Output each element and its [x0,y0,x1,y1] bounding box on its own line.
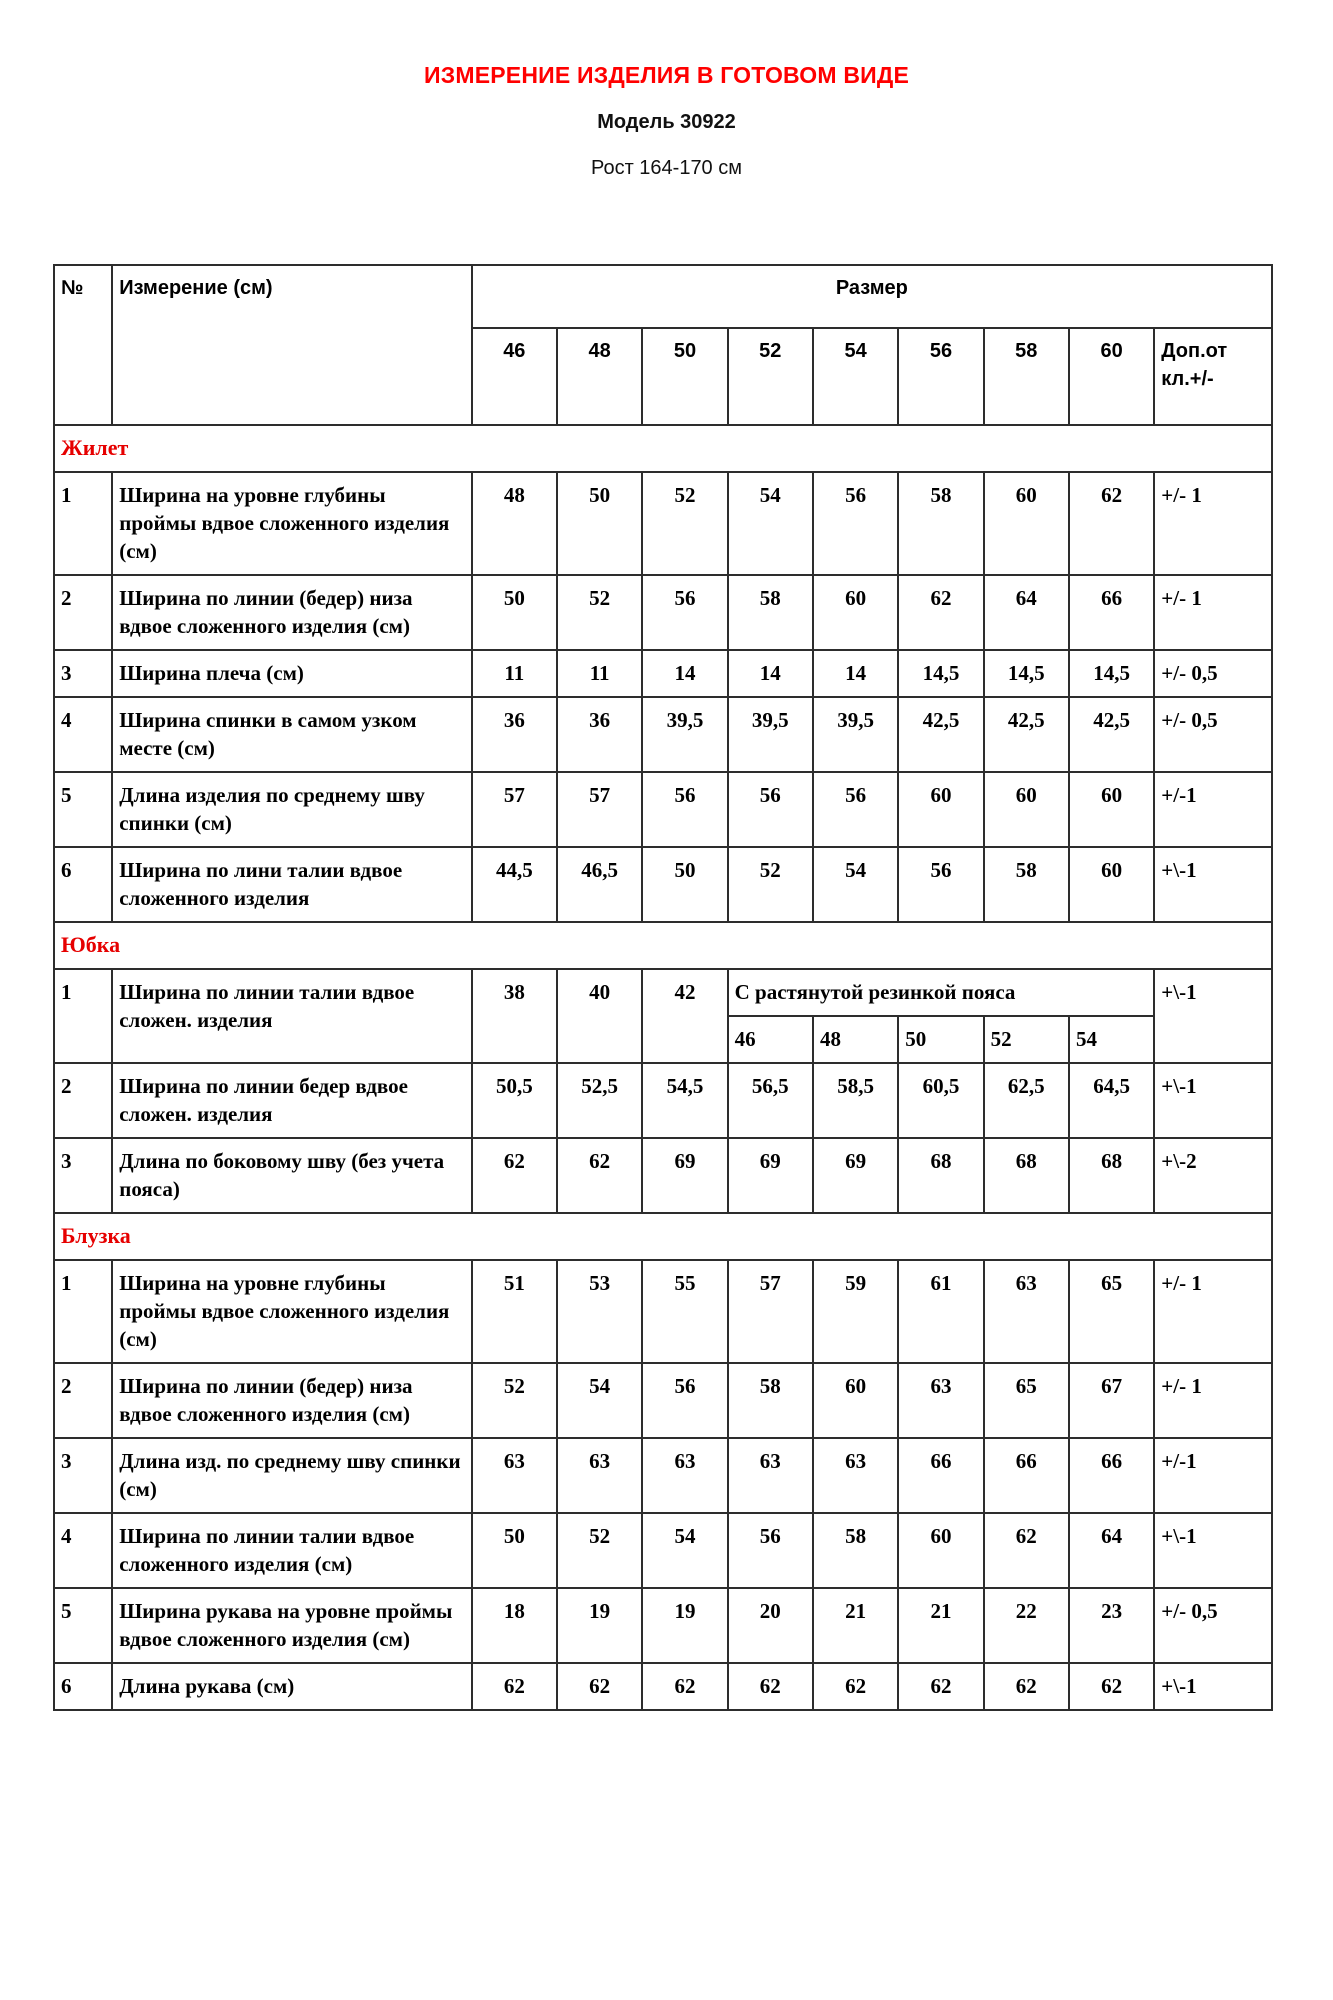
section-header-row [54,425,1272,472]
special-size-cell: 54 [1069,1016,1154,1063]
row-number: 5 [54,1588,112,1663]
table-row [54,1663,1272,1710]
value-cell: 58,5 [813,1063,898,1138]
value-cell: 60 [813,1363,898,1438]
tolerance-cell: +/- 1 [1154,575,1272,650]
row-number: 4 [54,1513,112,1588]
value-cell: 56 [898,847,983,922]
measurement-label: Ширина на уровне глубины проймы вдвое сложенного изделия (см) [112,472,471,575]
value-cell: 66 [984,1438,1069,1513]
special-note-cell: С растянутой резинкой пояса [728,969,1155,1016]
value-cell: 60 [898,772,983,847]
section-title: Юбка [54,922,1272,969]
value-cell: 57 [472,772,557,847]
value-cell: 14 [813,650,898,697]
value-cell: 52 [557,575,642,650]
value-cell: 54 [813,847,898,922]
tolerance-cell: +\-1 [1154,1513,1272,1588]
row-number: 4 [54,697,112,772]
value-cell: 18 [472,1588,557,1663]
value-cell: 57 [728,1260,813,1363]
value-cell: 50 [557,472,642,575]
value-cell: 54 [642,1513,727,1588]
size-header-60: 60 [1069,328,1154,425]
value-cell: 42,5 [984,697,1069,772]
row-number: 1 [54,472,112,575]
value-cell: 58 [898,472,983,575]
measurement-label: Длина рукава (см) [112,1663,471,1710]
tolerance-cell: +\-2 [1154,1138,1272,1213]
section-title: Блузка [54,1213,1272,1260]
tolerance-cell: +/-1 [1154,1438,1272,1513]
value-cell: 62 [898,1663,983,1710]
value-cell: 64,5 [1069,1063,1154,1138]
value-cell: 69 [813,1138,898,1213]
value-cell: 20 [728,1588,813,1663]
value-cell: 55 [642,1260,727,1363]
value-cell: 14 [642,650,727,697]
value-cell: 11 [472,650,557,697]
measurement-label: Ширина спинки в самом узком месте (см) [112,697,471,772]
value-cell: 56 [642,772,727,847]
table-row [54,1260,1272,1363]
value-cell: 14 [728,650,813,697]
measurements-table-body [54,265,1272,1710]
value-cell: 52 [728,847,813,922]
value-cell: 54 [728,472,813,575]
value-cell: 14,5 [898,650,983,697]
special-size-cell: 48 [813,1016,898,1063]
value-cell: 68 [984,1138,1069,1213]
size-header-48: 48 [557,328,642,425]
value-cell: 42,5 [898,697,983,772]
table-row [54,1138,1272,1213]
value-cell: 62 [642,1663,727,1710]
value-cell: 52 [557,1513,642,1588]
col-number-header: № [54,265,112,425]
value-cell: 61 [898,1260,983,1363]
measurement-label: Ширина по линии (бедер) низа вдвое сложенного изделия (см) [112,1363,471,1438]
value-cell: 14,5 [984,650,1069,697]
value-cell: 38 [472,969,557,1063]
value-cell: 54 [557,1363,642,1438]
value-cell: 62,5 [984,1063,1069,1138]
value-cell: 62 [898,575,983,650]
value-cell: 39,5 [728,697,813,772]
table-row [54,650,1272,697]
size-header-50: 50 [642,328,727,425]
value-cell: 62 [472,1138,557,1213]
measurement-label: Длина изд. по среднему шву спинки (см) [112,1438,471,1513]
section-header-row [54,1213,1272,1260]
size-group-header: Размер [472,265,1272,328]
value-cell: 39,5 [813,697,898,772]
value-cell: 21 [898,1588,983,1663]
size-header-52: 52 [728,328,813,425]
table-row [54,575,1272,650]
document-header [0,0,1333,180]
row-number: 3 [54,650,112,697]
value-cell: 51 [472,1260,557,1363]
value-cell: 21 [813,1588,898,1663]
measurements-table [53,264,1273,1711]
value-cell: 42,5 [1069,697,1154,772]
row-number: 6 [54,1663,112,1710]
value-cell: 66 [1069,575,1154,650]
value-cell: 46,5 [557,847,642,922]
value-cell: 69 [728,1138,813,1213]
value-cell: 59 [813,1260,898,1363]
special-size-cell: 50 [898,1016,983,1063]
tolerance-cell: +/- 1 [1154,1260,1272,1363]
value-cell: 58 [984,847,1069,922]
tolerance-cell: +/- 0,5 [1154,1588,1272,1663]
value-cell: 56 [728,772,813,847]
measurement-label: Ширина по лини талии вдвое сложенного изделия [112,847,471,922]
value-cell: 63 [642,1438,727,1513]
value-cell: 66 [898,1438,983,1513]
row-number: 3 [54,1138,112,1213]
value-cell: 60,5 [898,1063,983,1138]
size-header-56: 56 [898,328,983,425]
table-row [54,1513,1272,1588]
tolerance-cell: +\-1 [1154,847,1272,922]
tolerance-cell: +/- 1 [1154,472,1272,575]
value-cell: 36 [557,697,642,772]
value-cell: 39,5 [642,697,727,772]
value-cell: 62 [728,1663,813,1710]
value-cell: 36 [472,697,557,772]
value-cell: 19 [642,1588,727,1663]
value-cell: 58 [728,1363,813,1438]
value-cell: 54,5 [642,1063,727,1138]
special-size-cell: 46 [728,1016,813,1063]
tolerance-cell: +/- 0,5 [1154,650,1272,697]
row-number: 1 [54,969,112,1063]
size-header-58: 58 [984,328,1069,425]
value-cell: 64 [984,575,1069,650]
table-row [54,1063,1272,1138]
value-cell: 67 [1069,1363,1154,1438]
table-row [54,1588,1272,1663]
value-cell: 64 [1069,1513,1154,1588]
value-cell: 60 [1069,772,1154,847]
value-cell: 62 [984,1513,1069,1588]
value-cell: 63 [557,1438,642,1513]
measurement-label: Ширина плеча (см) [112,650,471,697]
tolerance-cell: +\-1 [1154,969,1272,1063]
value-cell: 58 [813,1513,898,1588]
value-cell: 62 [984,1663,1069,1710]
table-row [54,472,1272,575]
value-cell: 52,5 [557,1063,642,1138]
value-cell: 52 [472,1363,557,1438]
value-cell: 69 [642,1138,727,1213]
value-cell: 42 [642,969,727,1063]
table-row-special [54,969,1272,1016]
value-cell: 63 [728,1438,813,1513]
value-cell: 40 [557,969,642,1063]
value-cell: 60 [984,472,1069,575]
tolerance-cell: +/- 1 [1154,1363,1272,1438]
value-cell: 56 [728,1513,813,1588]
value-cell: 62 [472,1663,557,1710]
value-cell: 62 [1069,472,1154,575]
table-row [54,847,1272,922]
row-number: 3 [54,1438,112,1513]
value-cell: 50 [472,575,557,650]
value-cell: 19 [557,1588,642,1663]
model-number: Модель 30922 [597,111,736,133]
value-cell: 66 [1069,1438,1154,1513]
tolerance-cell: +/-1 [1154,772,1272,847]
value-cell: 60 [813,575,898,650]
value-cell: 60 [898,1513,983,1588]
tolerance-header-line: Доп.от [1161,340,1228,362]
tolerance-header [1154,328,1272,425]
measurement-label: Ширина по линии талии вдвое сложенного изделия (см) [112,1513,471,1588]
row-number: 2 [54,1063,112,1138]
row-number: 2 [54,1363,112,1438]
row-number: 5 [54,772,112,847]
row-number: 1 [54,1260,112,1363]
value-cell: 65 [984,1363,1069,1438]
value-cell: 14,5 [1069,650,1154,697]
tolerance-cell: +\-1 [1154,1663,1272,1710]
value-cell: 62 [557,1663,642,1710]
value-cell: 23 [1069,1588,1154,1663]
value-cell: 52 [642,472,727,575]
measurement-label: Длина по боковому шву (без учета пояса) [112,1138,471,1213]
value-cell: 50 [642,847,727,922]
value-cell: 57 [557,772,642,847]
value-cell: 63 [813,1438,898,1513]
value-cell: 68 [1069,1138,1154,1213]
measurement-label: Ширина по линии талии вдвое сложен. изделия [112,969,471,1063]
height-range: Рост 164-170 см [590,157,742,179]
row-number: 6 [54,847,112,922]
value-cell: 63 [472,1438,557,1513]
value-cell: 56 [642,575,727,650]
tolerance-cell: +/- 0,5 [1154,697,1272,772]
page-title: ИЗМЕРЕНИЕ ИЗДЕЛИЯ В ГОТОВОМ ВИДЕ [424,62,909,88]
measurement-label: Ширина на уровне глубины проймы вдвое сложенного изделия (см) [112,1260,471,1363]
measurement-label: Ширина по линии бедер вдвое сложен. изделия [112,1063,471,1138]
size-header-54: 54 [813,328,898,425]
size-header-46: 46 [472,328,557,425]
value-cell: 63 [984,1260,1069,1363]
value-cell: 53 [557,1260,642,1363]
table-row [54,772,1272,847]
section-title: Жилет [54,425,1272,472]
value-cell: 11 [557,650,642,697]
value-cell: 50 [472,1513,557,1588]
special-size-cell: 52 [984,1016,1069,1063]
value-cell: 63 [898,1363,983,1438]
table-row [54,1438,1272,1513]
value-cell: 44,5 [472,847,557,922]
value-cell: 56,5 [728,1063,813,1138]
table-header-row-1 [54,265,1272,328]
section-header-row [54,922,1272,969]
value-cell: 22 [984,1588,1069,1663]
value-cell: 62 [1069,1663,1154,1710]
tolerance-cell: +\-1 [1154,1063,1272,1138]
value-cell: 60 [1069,847,1154,922]
value-cell: 62 [813,1663,898,1710]
col-measurement-header: Измерение (см) [112,265,471,425]
value-cell: 68 [898,1138,983,1213]
measurement-label: Ширина по линии (бедер) низа вдвое сложенного изделия (см) [112,575,471,650]
row-number: 2 [54,575,112,650]
table-row [54,697,1272,772]
value-cell: 56 [642,1363,727,1438]
value-cell: 50,5 [472,1063,557,1138]
value-cell: 60 [984,772,1069,847]
measurement-label: Длина изделия по среднему шву спинки (см) [112,772,471,847]
value-cell: 58 [728,575,813,650]
tolerance-header-line: кл.+/- [1161,368,1214,390]
value-cell: 56 [813,772,898,847]
measurement-label: Ширина рукава на уровне проймы вдвое сложенного изделия (см) [112,1588,471,1663]
value-cell: 48 [472,472,557,575]
value-cell: 56 [813,472,898,575]
value-cell: 65 [1069,1260,1154,1363]
value-cell: 62 [557,1138,642,1213]
table-row [54,1363,1272,1438]
